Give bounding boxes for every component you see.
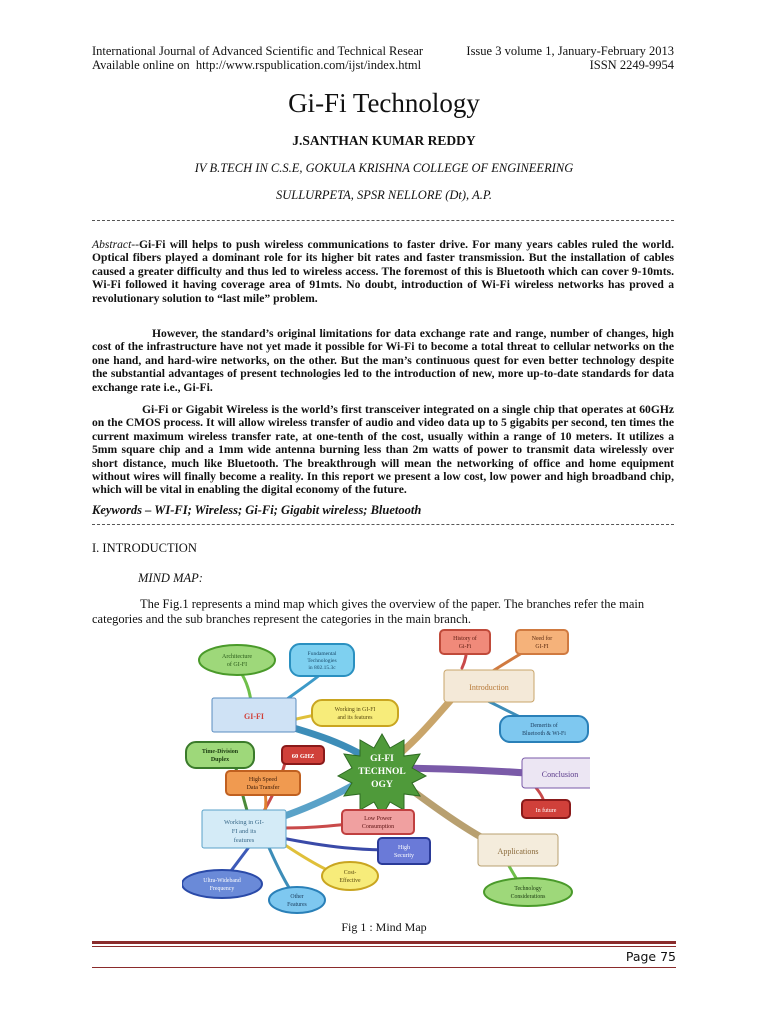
svg-text:Frequency: Frequency: [209, 886, 235, 892]
svg-text:Technologies: Technologies: [307, 658, 337, 664]
node-60ghz: [282, 746, 324, 764]
svg-text:in 802.15.3c: in 802.15.3c: [308, 665, 336, 671]
node-history: [440, 630, 490, 654]
svg-text:Considerations: Considerations: [510, 894, 546, 900]
node-conclusion: [522, 758, 590, 788]
center-line-1: GI-FI: [370, 754, 394, 764]
footer-rule-thin: [92, 946, 676, 947]
svg-text:Need for: Need for: [531, 636, 553, 642]
svg-text:High: High: [398, 845, 410, 851]
svg-text:FI and its: FI and its: [231, 828, 257, 835]
node-highspeed: [226, 771, 300, 795]
node-cost: [322, 862, 378, 890]
svg-text:Working in GI-: Working in GI-: [224, 819, 264, 826]
page-number: Page 75: [625, 949, 676, 964]
svg-text:Applications: Applications: [497, 847, 539, 856]
journal-name: International Journal of Advanced Scientific and Technical Resear: [92, 44, 424, 58]
author-name: J.SANTHAN KUMAR REDDY: [292, 133, 476, 148]
svg-text:Effective: Effective: [339, 878, 361, 884]
subsection-heading: MIND MAP:: [138, 571, 203, 585]
node-applications: [478, 834, 558, 866]
svg-text:GI-FI: GI-FI: [535, 644, 549, 650]
svg-text:High Speed: High Speed: [248, 777, 278, 783]
svg-text:Data Transfer: Data Transfer: [246, 785, 280, 791]
svg-text:features: features: [233, 837, 255, 844]
svg-text:Security: Security: [394, 853, 414, 859]
svg-text:Introduction: Introduction: [469, 683, 509, 692]
paper-title: Gi-Fi Technology: [288, 88, 480, 118]
abstract-label: Abstract--: [92, 238, 140, 251]
journal-url[interactable]: http://www.rspublication.com/ijst/index.html: [195, 58, 422, 72]
abstract-p1-text: Gi-Fi will helps to push wireless communications to faster drive. For many years cables ruled the world. Optical fibers played a dominant role for its higher bit rates and faster transmission. But the installation of cables caused a greater difficulty and thus led to wireless access. The foremost of this is Bluetooth which can cover 9-10mts. Wi-Fi followed it having coverage area of 91mts. No doubt, introduction of Wi-Fi wireless networks has proved a revolutionary solution to “last mile” problem.: [92, 238, 674, 305]
abstract-paragraph-3: Gi-Fi or Gigabit Wireless is the world’s first transceiver integrated on a single chip that operates at 60GHz on the CMOS process. It will allow wireless transfer of audio and video data up to 5 gigabits per second, ten times the current maximum wireless transfer rate, at one-tenth of the cost, usually within a range of 10 meters. It utilizes a 5mm square chip and a 1mm wide antenna burning less than 2m watts of power to transmit data wirelessly over short distance, much like Bluetooth. The breakthrough will mean the networking of office and home equipment without wires will finally become a reality. In this report we present a low cost, low power and high broadband chip, which will be vital in enabling the digital economy of the future.: [92, 403, 674, 497]
node-highsecurity: [378, 838, 430, 864]
abstract-paragraph-1: [92, 238, 674, 305]
affiliation-line-1: IV B.TECH IN C.S.E, GOKULA KRISHNA COLLEGE OF ENGINEERING: [194, 161, 574, 175]
svg-text:Bluetooth & Wi-Fi: Bluetooth & Wi-Fi: [522, 731, 566, 737]
node-architecture: [199, 645, 275, 675]
center-line-2: TECHNOL: [358, 767, 406, 777]
node-tdd: [186, 742, 254, 768]
section-heading: I. INTRODUCTION: [92, 541, 197, 555]
svg-text:60 GHZ: 60 GHZ: [291, 753, 315, 760]
availability: [92, 58, 421, 73]
intro-paragraph: [92, 597, 674, 627]
node-need: [516, 630, 568, 654]
svg-text:GI-FI: GI-FI: [244, 712, 264, 721]
footer-rule-thick: [92, 941, 676, 944]
svg-text:Duplex: Duplex: [210, 757, 230, 763]
node-introduction: [444, 670, 534, 702]
node-working: [202, 810, 286, 848]
svg-text:Conclusion: Conclusion: [541, 770, 579, 779]
svg-text:Working in GI-FI: Working in GI-FI: [334, 707, 376, 713]
footer-rule-bottom: [92, 967, 676, 968]
intro-text: The Fig.1 represents a mind map which gives the overview of the paper. The branches refer the main categories and the sub branches represent the categories in the main branch.: [92, 597, 645, 626]
svg-text:Cost-: Cost-: [343, 870, 357, 876]
figure-caption: Fig 1 : Mind Map: [341, 920, 427, 934]
node-techcons: [484, 878, 572, 906]
svg-text:Fundamental: Fundamental: [307, 651, 337, 657]
svg-text:Gi-Fi: Gi-Fi: [458, 644, 472, 650]
node-gifi: [212, 698, 296, 732]
issn: ISSN 2249-9954: [589, 58, 674, 72]
node-lowpower: [342, 810, 414, 834]
mind-map-figure: [182, 628, 590, 914]
svg-text:Ultra-Wideband: Ultra-Wideband: [203, 878, 241, 884]
abstract-paragraph-2: However, the standard’s original limitations for data exchange rate and range, number of changes, high cost of the infrastructure have not yet made it possible for Wi-Fi to become a total threat to cellular networks on the one hand, and hard-wire networks, on the other. But the man’s continuous quest for even better technology despite the substantial advantages of present technologies led to the introduction of new, more up-to-date standards for data exchange rate i.e., Gi-Fi.: [92, 327, 674, 394]
svg-text:Architecture: Architecture: [222, 654, 252, 660]
available-prefix: Available online on: [92, 58, 190, 72]
svg-text:Demerits of: Demerits of: [530, 723, 558, 729]
center-line-3: OGY: [371, 780, 393, 790]
keywords: Keywords – WI-FI; Wireless; Gi-Fi; Gigabit wireless; Bluetooth: [92, 503, 422, 517]
svg-text:of GI-FI: of GI-FI: [226, 662, 248, 668]
divider-top: [92, 220, 674, 221]
svg-text:and its features: and its features: [337, 715, 373, 721]
svg-text:Technology: Technology: [514, 886, 542, 892]
svg-text:History of: History of: [453, 636, 477, 642]
issue-info: Issue 3 volume 1, January-February 2013: [466, 44, 674, 58]
node-infuture: [522, 800, 570, 818]
svg-text:Other: Other: [290, 894, 304, 900]
svg-text:Time-Division: Time-Division: [201, 749, 239, 755]
svg-text:Features: Features: [287, 902, 307, 908]
node-fundamental: [290, 644, 354, 676]
svg-text:Consumption: Consumption: [361, 824, 395, 830]
node-other: [269, 887, 325, 913]
affiliation-line-2: SULLURPETA, SPSR NELLORE (Dt), A.P.: [276, 188, 492, 202]
svg-text:Low Power: Low Power: [364, 816, 392, 822]
divider-keywords: [92, 524, 674, 525]
svg-text:In future: In future: [535, 808, 557, 814]
node-demerits: [500, 716, 588, 742]
node-uwb: [182, 870, 262, 898]
node-working-small: [312, 700, 398, 726]
